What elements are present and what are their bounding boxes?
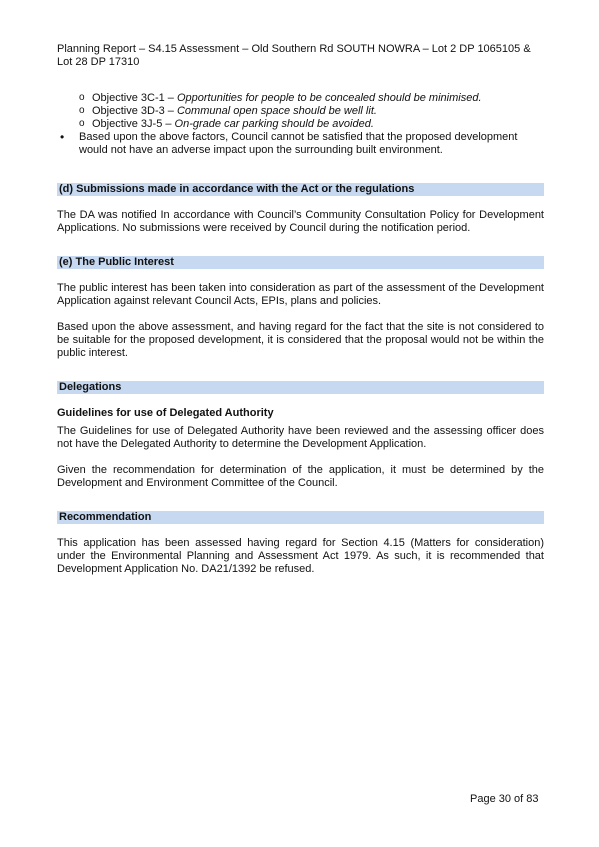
list-item xyxy=(77,92,544,105)
public-interest-paragraph-1: The public interest has been taken into consideration as part of the assessment of the Development Application against relevant Council Acts, EPIs, plans and policies. xyxy=(57,282,544,307)
objective-code: Objective 3J-5 – xyxy=(92,118,175,130)
delegations-paragraph-1: The Guidelines for use of Delegated Authority have been reviewed and the assessing officer does not have the Delegated Authority to determine the Development Application. xyxy=(57,425,544,450)
list-item xyxy=(77,105,544,118)
page-content xyxy=(57,92,544,576)
delegations-subheading: Guidelines for use of Delegated Authority xyxy=(57,407,274,419)
page-header: Planning Report – S4.15 Assessment – Old Southern Rd SOUTH NOWRA – Lot 2 DP 1065105 & Lot 28 DP 17310 xyxy=(57,43,531,68)
page-number: Page 30 of 83 xyxy=(470,793,539,805)
section-heading-recommendation: Recommendation xyxy=(57,511,544,524)
recommendation-paragraph: This application has been assessed having regard for Section 4.15 (Matters for consideration) under the Environmental Planning and Assessment Act 1979. As such, it is recommended that Development Application No. DA21/1392 be refused. xyxy=(57,537,544,575)
section-heading-delegations: Delegations xyxy=(57,381,544,394)
objective-text: On-grade car parking should be avoided. xyxy=(174,118,374,130)
public-interest-paragraph-2: Based upon the above assessment, and having regard for the fact that the site is not considered to be suitable for the proposed development, it is considered that the proposal would not be within the public interest. xyxy=(57,321,544,359)
section-heading-submissions: (d) Submissions made in accordance with the Act or the regulations xyxy=(57,183,544,196)
objectives-list xyxy=(77,92,544,131)
summary-bullet-list xyxy=(57,131,544,157)
objective-code: Objective 3C-1 – xyxy=(92,92,177,104)
objective-text: Communal open space should be well lit. xyxy=(176,105,377,117)
section-heading-public-interest: (e) The Public Interest xyxy=(57,256,544,269)
list-item xyxy=(77,118,544,131)
submissions-paragraph: The DA was notified In accordance with Council’s Community Consultation Policy for Development Applications. No submissions were received by Council during the notification period. xyxy=(57,209,544,234)
list-item: • Based upon the above factors, Council cannot be satisfied that the proposed development would not have an adverse impact upon the surrounding built environment. xyxy=(57,131,544,157)
objective-text: Opportunities for people to be concealed should be minimised. xyxy=(176,92,482,104)
delegations-paragraph-2: Given the recommendation for determination of the application, it must be determined by the Development and Environment Committee of the Council. xyxy=(57,464,544,489)
objective-code: Objective 3D-3 – xyxy=(92,105,177,117)
